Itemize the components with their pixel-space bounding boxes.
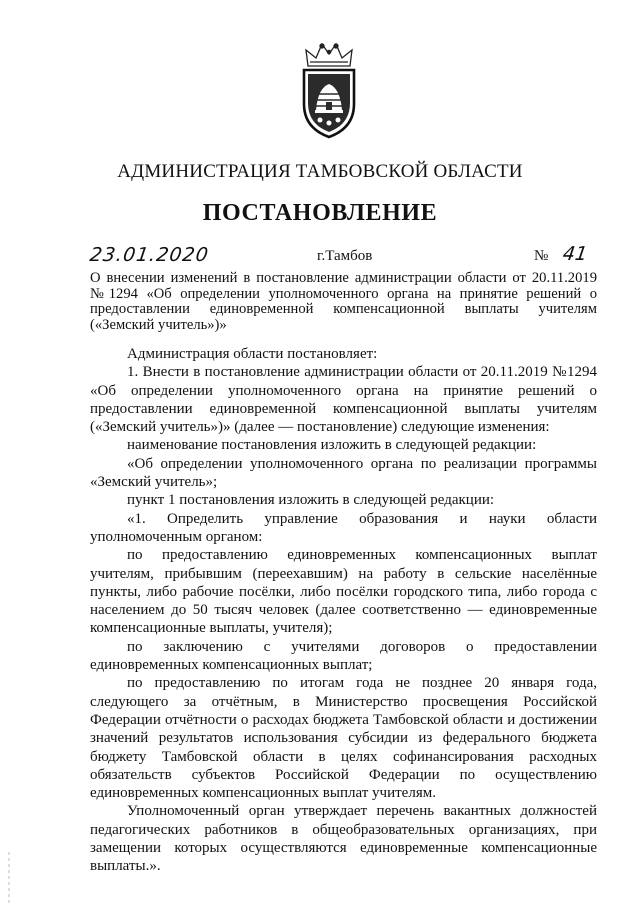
body-paragraph: «Об определении уполномоченного органа по реализации программы «Земский учитель»; — [90, 455, 597, 491]
body-paragraph: пункт 1 постановления изложить в следующей редакции: — [127, 492, 495, 509]
margin-scan-mark — [6, 850, 12, 905]
document-body — [90, 345, 597, 876]
document-number-label: № — [534, 248, 549, 264]
organization-name: АДМИНИСТРАЦИЯ ТАМБОВСКОЙ ОБЛАСТИ — [117, 161, 523, 182]
document-number: 41 — [561, 243, 589, 265]
tambov-coat-of-arms-icon — [298, 40, 360, 140]
body-paragraph: «1. Определить управление образования и науки области уполномоченным органом: — [90, 510, 597, 545]
document-subject: О внесении изменений в постановление администрации области от 20.11.2019 №1294 «Об определении уполномоченного органа на принятие решений о предоставлении единовременной компенсационной выплаты учителям («Земский учитель»)» — [90, 270, 597, 333]
body-paragraph: 1. Внести в постановление администрации области от 20.11.2019 №1294 «Об определении уполномоченного органа на принятие решений о предоставлении единовременной компенсационной выплаты учителям («Земский учитель»)» (далее — постановление) следующие изменения: — [90, 364, 597, 436]
document-city: г.Тамбов — [317, 248, 373, 264]
body-paragraph: по предоставлению по итогам года не позднее 20 января года, следующего за отчётным, в Министерство просвещения Российской Федерации отчётности о расходах бюджета Тамбовской области и достижении значений результатов использования субсидии из федерального бюджета бюджету Тамбовской области в целях софинансирования расходных обязательств субъектов Российской Федерации по осуществлению единовременных компенсационных выплат учителям. — [90, 675, 597, 802]
body-paragraph: по предоставлению единовременных компенсационных выплат учителям, прибывшим (переехавшим) на работу в сельские населённые пункты, либо рабочие посёлки, либо посёлки городского типа, либо города с населением до 50 тысяч человек (далее соответственно — единовременные компенсационные выплаты, учителя); — [90, 547, 597, 637]
body-paragraph: Администрация области постановляет: — [127, 346, 378, 362]
body-paragraph: наименование постановления изложить в следующей редакции: — [127, 437, 537, 454]
document-type-title: ПОСТАНОВЛЕНИЕ — [202, 200, 438, 226]
body-paragraph: по заключению с учителями договоров о предоставлении единовременных компенсационных выплат; — [90, 638, 597, 674]
document-date: 23.01.2020 — [88, 244, 211, 266]
body-paragraph: Уполномоченный орган утверждает перечень вакантных должностей педагогических работников в общеобразовательных организациях, при замещении которых осуществляются единовременные компенсационные выплаты.». — [90, 803, 597, 875]
